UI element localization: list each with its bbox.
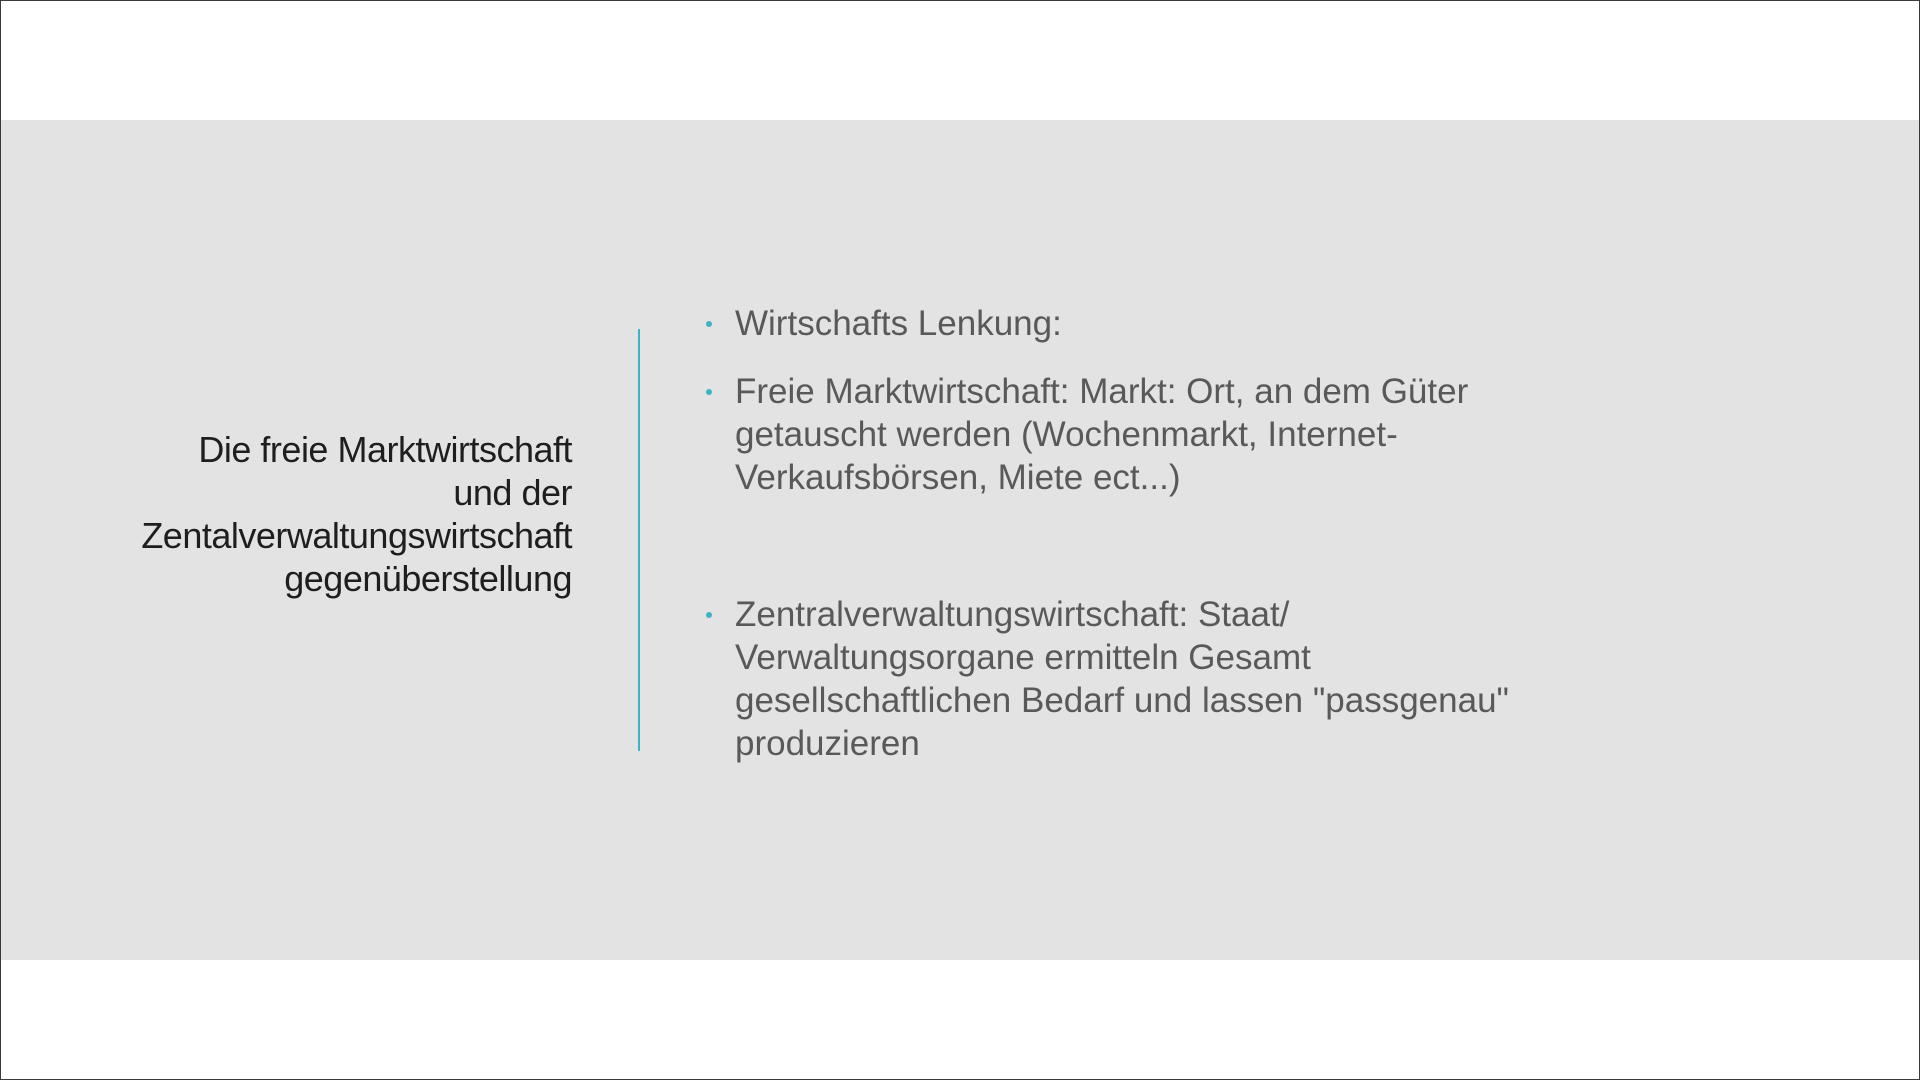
bullet-text (735, 302, 1600, 345)
title-line: Zentalverwaltungswirtschaft (141, 515, 572, 556)
title-line: gegenüberstellung (284, 558, 572, 599)
bullet-line: Freie Marktwirtschaft: Markt: Ort, an dem Güter (735, 372, 1469, 411)
bullet-line: gesellschaftlichen Bedarf und lassen "passgenau" (735, 681, 1509, 720)
bullet-dot-icon (706, 389, 712, 395)
bullet-line: Zentralverwaltungswirtschaft: Staat/ (735, 595, 1290, 634)
bullet-line: getauscht werden (Wochenmarkt, Internet- (735, 415, 1398, 454)
bullet-line: produzieren (735, 724, 920, 763)
bullet-dot-icon (706, 612, 712, 618)
bullet-line: Wirtschafts Lenkung: (735, 304, 1062, 343)
bullet-list (700, 302, 1600, 765)
title-line: und der (453, 472, 572, 513)
bullet-item-zentralverwaltungswirtschaft (700, 593, 1600, 765)
slide-title (52, 428, 572, 600)
bullet-dot-icon (706, 321, 712, 327)
bullet-item-freie-marktwirtschaft (700, 370, 1600, 499)
bullet-text (735, 370, 1600, 499)
bullet-line: Verwaltungsorgane ermitteln Gesamt (735, 638, 1311, 677)
title-line: Die freie Marktwirtschaft (198, 429, 572, 470)
bullet-text (735, 593, 1600, 765)
bullet-line: Verkaufsbörsen, Miete ect...) (735, 458, 1181, 497)
vertical-divider (638, 329, 640, 751)
bullet-item-wirtschafts-lenkung (700, 302, 1600, 345)
